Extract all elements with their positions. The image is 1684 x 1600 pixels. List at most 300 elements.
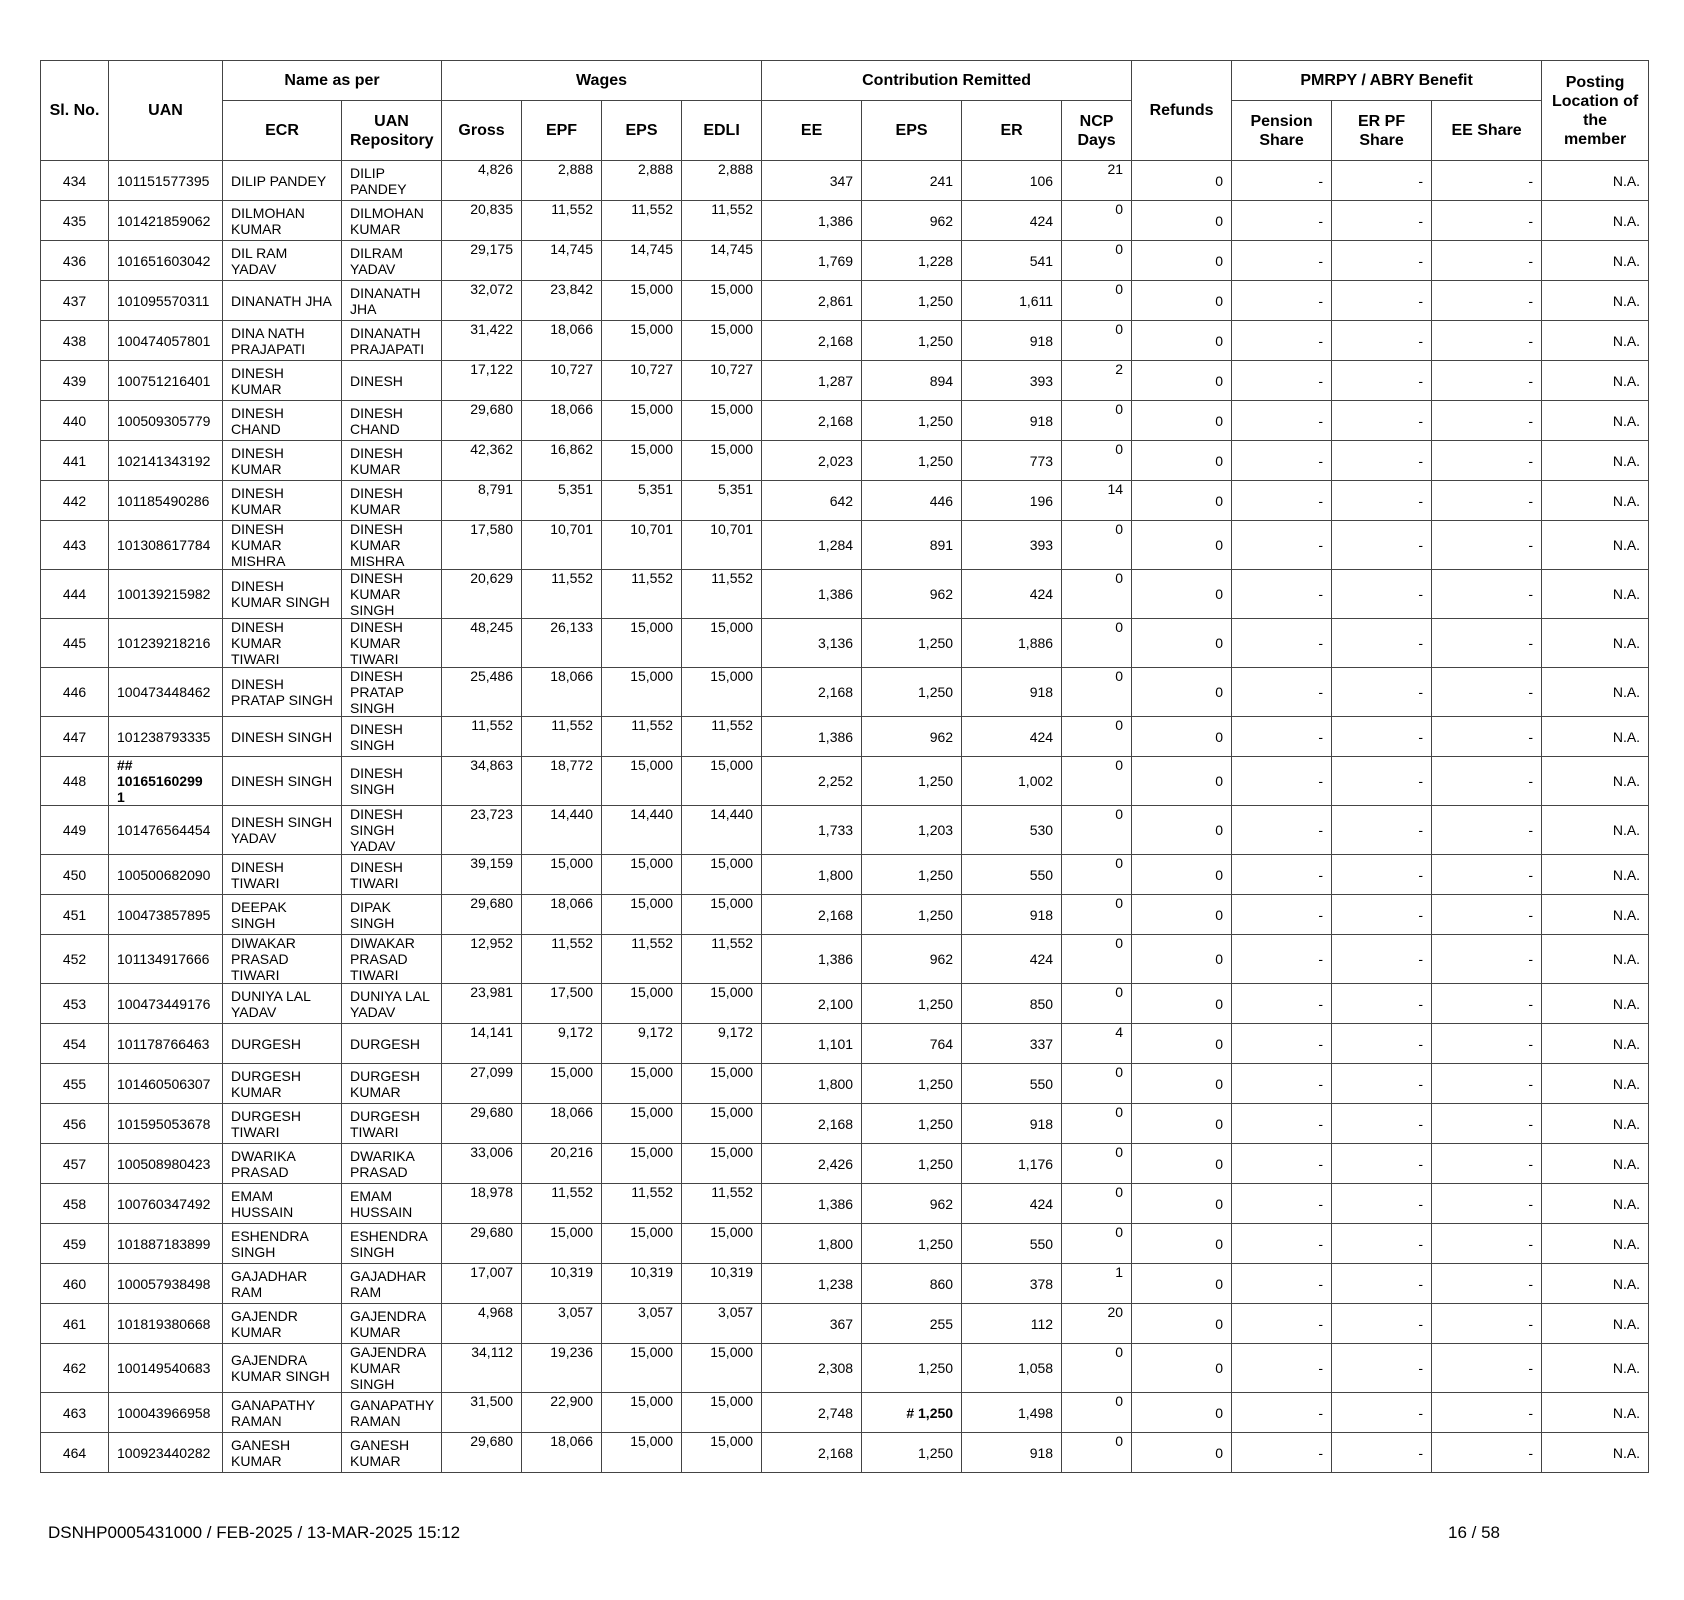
- cell-pension-share: -: [1232, 806, 1332, 855]
- ecr-contribution-table: [40, 60, 1649, 1473]
- cell-pension-share: -: [1232, 481, 1332, 521]
- cell-refunds: 0: [1132, 1024, 1232, 1064]
- cell-posting-location: N.A.: [1542, 321, 1649, 361]
- cell-ee: 2,168: [762, 1104, 862, 1144]
- cell-uan: 100473448462: [109, 668, 223, 717]
- cell-name-uan-repository: DINESH PRATAP SINGH: [342, 668, 442, 717]
- table-row: [41, 1433, 1649, 1473]
- cell-er-pf-share: -: [1332, 570, 1432, 619]
- cell-name-uan-repository: DURGESH: [342, 1024, 442, 1064]
- cell-posting-location: N.A.: [1542, 1224, 1649, 1264]
- cell-gross: 29,175: [442, 241, 522, 281]
- cell-eps: 15,000: [602, 1104, 682, 1144]
- cell-edli: 10,727: [682, 361, 762, 401]
- cell-posting-location: N.A.: [1542, 481, 1649, 521]
- cell-name-ecr: DINA NATH PRAJAPATI: [223, 321, 342, 361]
- cell-epf: 17,500: [522, 984, 602, 1024]
- cell-epf: 19,236: [522, 1344, 602, 1393]
- cell-posting-location: N.A.: [1542, 1064, 1649, 1104]
- cell-ee: 2,100: [762, 984, 862, 1024]
- table-row: [41, 619, 1649, 668]
- cell-gross: 31,500: [442, 1393, 522, 1433]
- table-row: [41, 895, 1649, 935]
- cell-er-pf-share: -: [1332, 201, 1432, 241]
- cell-epf: 10,727: [522, 361, 602, 401]
- cell-gross: 29,680: [442, 895, 522, 935]
- cell-er-pf-share: -: [1332, 1344, 1432, 1393]
- table-row: [41, 1304, 1649, 1344]
- cell-er: 424: [962, 1184, 1062, 1224]
- table-row: [41, 757, 1649, 806]
- cell-name-uan-repository: EMAM HUSSAIN: [342, 1184, 442, 1224]
- cell-edli: 15,000: [682, 1433, 762, 1473]
- cell-refunds: 0: [1132, 570, 1232, 619]
- cell-ee: 2,168: [762, 321, 862, 361]
- cell-gross: 4,826: [442, 161, 522, 201]
- cell-ee-share: -: [1432, 361, 1542, 401]
- cell-posting-location: N.A.: [1542, 855, 1649, 895]
- cell-name-ecr: DINESH KUMAR: [223, 441, 342, 481]
- cell-epf: 15,000: [522, 855, 602, 895]
- table-row: [41, 1224, 1649, 1264]
- cell-ee-share: -: [1432, 241, 1542, 281]
- table-row: [41, 1264, 1649, 1304]
- header-cr-eps: EPS: [862, 101, 962, 161]
- cell-name-ecr: GANESH KUMAR: [223, 1433, 342, 1473]
- cell-ncp-days: 4: [1062, 1024, 1132, 1064]
- cell-er-pf-share: -: [1332, 1264, 1432, 1304]
- cell-ee: 2,023: [762, 441, 862, 481]
- cell-ee-share: -: [1432, 668, 1542, 717]
- cell-name-uan-repository: DUNIYA LAL YADAV: [342, 984, 442, 1024]
- cell-gross: 29,680: [442, 1433, 522, 1473]
- cell-gross: 34,112: [442, 1344, 522, 1393]
- cell-eps: 14,745: [602, 241, 682, 281]
- cell-epf: 3,057: [522, 1304, 602, 1344]
- cell-er-pf-share: -: [1332, 1024, 1432, 1064]
- cell-sl-no: 436: [41, 241, 109, 281]
- cell-uan: 100760347492: [109, 1184, 223, 1224]
- cell-sl-no: 453: [41, 984, 109, 1024]
- cell-name-ecr: DUNIYA LAL YADAV: [223, 984, 342, 1024]
- cell-posting-location: N.A.: [1542, 717, 1649, 757]
- cell-gross: 4,968: [442, 1304, 522, 1344]
- cell-er: 1,002: [962, 757, 1062, 806]
- cell-gross: 31,422: [442, 321, 522, 361]
- cell-uan: 100923440282: [109, 1433, 223, 1473]
- cell-epf: 14,745: [522, 241, 602, 281]
- cell-epf: 11,552: [522, 570, 602, 619]
- cell-sl-no: 447: [41, 717, 109, 757]
- cell-er-pf-share: -: [1332, 1104, 1432, 1144]
- cell-er: 337: [962, 1024, 1062, 1064]
- cell-edli: 15,000: [682, 281, 762, 321]
- cell-cr-eps: 1,250: [862, 401, 962, 441]
- cell-posting-location: N.A.: [1542, 201, 1649, 241]
- cell-posting-location: N.A.: [1542, 1393, 1649, 1433]
- cell-ee-share: -: [1432, 1064, 1542, 1104]
- cell-er-pf-share: -: [1332, 1304, 1432, 1344]
- cell-ncp-days: 0: [1062, 984, 1132, 1024]
- cell-gross: 11,552: [442, 717, 522, 757]
- cell-ee-share: -: [1432, 984, 1542, 1024]
- cell-name-uan-repository: DILRAM YADAV: [342, 241, 442, 281]
- cell-cr-eps: 1,250: [862, 895, 962, 935]
- cell-er: 196: [962, 481, 1062, 521]
- cell-posting-location: N.A.: [1542, 1433, 1649, 1473]
- cell-gross: 12,952: [442, 935, 522, 984]
- cell-cr-eps: 894: [862, 361, 962, 401]
- table-row: [41, 1184, 1649, 1224]
- cell-name-uan-repository: ESHENDRA SINGH: [342, 1224, 442, 1264]
- header-ecr: ECR: [223, 101, 342, 161]
- cell-gross: 8,791: [442, 481, 522, 521]
- cell-ee: 1,101: [762, 1024, 862, 1064]
- cell-posting-location: N.A.: [1542, 1344, 1649, 1393]
- cell-name-uan-repository: DILIP PANDEY: [342, 161, 442, 201]
- cell-refunds: 0: [1132, 401, 1232, 441]
- header-gross: Gross: [442, 101, 522, 161]
- table-row: [41, 1344, 1649, 1393]
- cell-gross: 48,245: [442, 619, 522, 668]
- cell-ee: 1,287: [762, 361, 862, 401]
- cell-sl-no: 441: [41, 441, 109, 481]
- cell-posting-location: N.A.: [1542, 570, 1649, 619]
- cell-er-pf-share: -: [1332, 281, 1432, 321]
- cell-pension-share: -: [1232, 1433, 1332, 1473]
- cell-name-uan-repository: DINESH CHAND: [342, 401, 442, 441]
- cell-edli: 15,000: [682, 1224, 762, 1264]
- cell-epf: 14,440: [522, 806, 602, 855]
- cell-cr-eps: 860: [862, 1264, 962, 1304]
- cell-epf: 18,066: [522, 895, 602, 935]
- cell-posting-location: N.A.: [1542, 281, 1649, 321]
- header-eps: EPS: [602, 101, 682, 161]
- cell-pension-share: -: [1232, 668, 1332, 717]
- cell-sl-no: 439: [41, 361, 109, 401]
- cell-ee: 367: [762, 1304, 862, 1344]
- cell-eps: 11,552: [602, 717, 682, 757]
- cell-name-ecr: GAJENDRA KUMAR SINGH: [223, 1344, 342, 1393]
- cell-gross: 32,072: [442, 281, 522, 321]
- cell-er-pf-share: -: [1332, 1064, 1432, 1104]
- cell-gross: 25,486: [442, 668, 522, 717]
- cell-ncp-days: 0: [1062, 570, 1132, 619]
- table-row: [41, 717, 1649, 757]
- cell-eps: 15,000: [602, 1144, 682, 1184]
- cell-cr-eps: 891: [862, 521, 962, 570]
- table-row: [41, 855, 1649, 895]
- table-row: [41, 201, 1649, 241]
- cell-er-pf-share: -: [1332, 321, 1432, 361]
- cell-eps: 15,000: [602, 1393, 682, 1433]
- cell-ncp-days: 0: [1062, 1184, 1132, 1224]
- cell-ncp-days: 2: [1062, 361, 1132, 401]
- cell-edli: 10,701: [682, 521, 762, 570]
- header-uan-repository: UAN Repository: [342, 101, 442, 161]
- cell-ee: 1,800: [762, 855, 862, 895]
- cell-name-ecr: DINESH KUMAR: [223, 481, 342, 521]
- cell-name-ecr: DILMOHAN KUMAR: [223, 201, 342, 241]
- cell-gross: 29,680: [442, 1104, 522, 1144]
- cell-name-ecr: DEEPAK SINGH: [223, 895, 342, 935]
- cell-name-uan-repository: GAJENDRA KUMAR: [342, 1304, 442, 1344]
- cell-eps: 5,351: [602, 481, 682, 521]
- cell-name-ecr: DINESH SINGH YADAV: [223, 806, 342, 855]
- cell-refunds: 0: [1132, 1393, 1232, 1433]
- cell-ncp-days: 20: [1062, 1304, 1132, 1344]
- cell-eps: 15,000: [602, 895, 682, 935]
- cell-name-uan-repository: DILMOHAN KUMAR: [342, 201, 442, 241]
- cell-name-uan-repository: GAJENDRA KUMAR SINGH: [342, 1344, 442, 1393]
- cell-eps: 15,000: [602, 855, 682, 895]
- cell-posting-location: N.A.: [1542, 1024, 1649, 1064]
- cell-eps: 15,000: [602, 281, 682, 321]
- cell-uan: 101476564454: [109, 806, 223, 855]
- footer-report-id: DSNHP0005431000 / FEB-2025 / 13-MAR-2025 15:12: [48, 1523, 461, 1542]
- cell-er: 1,886: [962, 619, 1062, 668]
- cell-name-uan-repository: GANESH KUMAR: [342, 1433, 442, 1473]
- cell-sl-no: 464: [41, 1433, 109, 1473]
- cell-gross: 23,723: [442, 806, 522, 855]
- cell-name-ecr: DINESH PRATAP SINGH: [223, 668, 342, 717]
- cell-epf: 22,900: [522, 1393, 602, 1433]
- cell-ee-share: -: [1432, 619, 1542, 668]
- cell-name-uan-repository: DINESH KUMAR TIWARI: [342, 619, 442, 668]
- cell-pension-share: -: [1232, 321, 1332, 361]
- cell-sl-no: 437: [41, 281, 109, 321]
- cell-er: 918: [962, 1433, 1062, 1473]
- cell-refunds: 0: [1132, 1264, 1232, 1304]
- cell-name-uan-repository: DIPAK SINGH: [342, 895, 442, 935]
- cell-ee-share: -: [1432, 935, 1542, 984]
- cell-er: 393: [962, 521, 1062, 570]
- table-row: [41, 668, 1649, 717]
- cell-epf: 9,172: [522, 1024, 602, 1064]
- cell-ee-share: -: [1432, 1184, 1542, 1224]
- cell-edli: 3,057: [682, 1304, 762, 1344]
- cell-ncp-days: 0: [1062, 1433, 1132, 1473]
- cell-gross: 17,580: [442, 521, 522, 570]
- cell-cr-eps: 1,250: [862, 1144, 962, 1184]
- cell-uan: 100473857895: [109, 895, 223, 935]
- cell-epf: 2,888: [522, 161, 602, 201]
- cell-sl-no: 434: [41, 161, 109, 201]
- table-row: [41, 361, 1649, 401]
- cell-epf: 10,701: [522, 521, 602, 570]
- cell-uan: 101185490286: [109, 481, 223, 521]
- cell-eps: 15,000: [602, 757, 682, 806]
- cell-posting-location: N.A.: [1542, 619, 1649, 668]
- cell-ee: 2,168: [762, 895, 862, 935]
- cell-name-uan-repository: DINESH KUMAR SINGH: [342, 570, 442, 619]
- cell-eps: 10,319: [602, 1264, 682, 1304]
- cell-name-ecr: DINESH KUMAR MISHRA: [223, 521, 342, 570]
- cell-er: 1,058: [962, 1344, 1062, 1393]
- cell-ee-share: -: [1432, 1264, 1542, 1304]
- cell-ee-share: -: [1432, 401, 1542, 441]
- header-name-as-per: Name as per: [223, 61, 442, 101]
- cell-epf: 18,066: [522, 1433, 602, 1473]
- cell-pension-share: -: [1232, 757, 1332, 806]
- cell-er-pf-share: -: [1332, 717, 1432, 757]
- cell-refunds: 0: [1132, 895, 1232, 935]
- cell-refunds: 0: [1132, 281, 1232, 321]
- cell-refunds: 0: [1132, 161, 1232, 201]
- cell-pension-share: -: [1232, 1264, 1332, 1304]
- cell-pension-share: -: [1232, 521, 1332, 570]
- cell-eps: 3,057: [602, 1304, 682, 1344]
- cell-refunds: 0: [1132, 668, 1232, 717]
- cell-edli: 9,172: [682, 1024, 762, 1064]
- cell-er-pf-share: -: [1332, 361, 1432, 401]
- cell-er-pf-share: -: [1332, 984, 1432, 1024]
- cell-ee: 1,800: [762, 1064, 862, 1104]
- cell-uan: 102141343192: [109, 441, 223, 481]
- cell-sl-no: 446: [41, 668, 109, 717]
- cell-ncp-days: 0: [1062, 1144, 1132, 1184]
- cell-epf: 20,216: [522, 1144, 602, 1184]
- cell-pension-share: -: [1232, 1344, 1332, 1393]
- cell-posting-location: N.A.: [1542, 1184, 1649, 1224]
- cell-ncp-days: 0: [1062, 521, 1132, 570]
- cell-gross: 20,629: [442, 570, 522, 619]
- cell-eps: 2,888: [602, 161, 682, 201]
- header-ee-share: EE Share: [1432, 101, 1542, 161]
- cell-refunds: 0: [1132, 321, 1232, 361]
- cell-edli: 15,000: [682, 895, 762, 935]
- cell-refunds: 0: [1132, 241, 1232, 281]
- cell-epf: 11,552: [522, 935, 602, 984]
- cell-ncp-days: 0: [1062, 717, 1132, 757]
- cell-er: 424: [962, 201, 1062, 241]
- cell-pension-share: -: [1232, 1024, 1332, 1064]
- cell-cr-eps: 1,250: [862, 855, 962, 895]
- table-row: [41, 984, 1649, 1024]
- cell-uan: 100474057801: [109, 321, 223, 361]
- cell-ee: 1,800: [762, 1224, 862, 1264]
- cell-gross: 23,981: [442, 984, 522, 1024]
- cell-pension-share: -: [1232, 1304, 1332, 1344]
- cell-ncp-days: 0: [1062, 757, 1132, 806]
- cell-uan: 101134917666: [109, 935, 223, 984]
- cell-pension-share: -: [1232, 361, 1332, 401]
- table-row: [41, 806, 1649, 855]
- cell-epf: 23,842: [522, 281, 602, 321]
- cell-pension-share: -: [1232, 935, 1332, 984]
- cell-ee-share: -: [1432, 161, 1542, 201]
- cell-uan: 101239218216: [109, 619, 223, 668]
- cell-ncp-days: 0: [1062, 201, 1132, 241]
- cell-ee: 2,308: [762, 1344, 862, 1393]
- cell-ee-share: -: [1432, 895, 1542, 935]
- cell-cr-eps: 1,203: [862, 806, 962, 855]
- cell-er-pf-share: -: [1332, 668, 1432, 717]
- cell-gross: 42,362: [442, 441, 522, 481]
- cell-gross: 29,680: [442, 401, 522, 441]
- cell-edli: 11,552: [682, 717, 762, 757]
- cell-ncp-days: 0: [1062, 1224, 1132, 1264]
- cell-er-pf-share: -: [1332, 441, 1432, 481]
- cell-ncp-days: 0: [1062, 935, 1132, 984]
- cell-eps: 11,552: [602, 570, 682, 619]
- cell-uan: 101460506307: [109, 1064, 223, 1104]
- cell-er: 550: [962, 1064, 1062, 1104]
- cell-sl-no: 440: [41, 401, 109, 441]
- cell-sl-no: 459: [41, 1224, 109, 1264]
- cell-pension-share: -: [1232, 161, 1332, 201]
- cell-sl-no: 454: [41, 1024, 109, 1064]
- cell-pension-share: -: [1232, 570, 1332, 619]
- cell-posting-location: N.A.: [1542, 361, 1649, 401]
- cell-sl-no: 461: [41, 1304, 109, 1344]
- cell-posting-location: N.A.: [1542, 806, 1649, 855]
- cell-ncp-days: 0: [1062, 241, 1132, 281]
- cell-er: 918: [962, 1104, 1062, 1144]
- cell-edli: 15,000: [682, 757, 762, 806]
- cell-cr-eps: 962: [862, 1184, 962, 1224]
- cell-ncp-days: 0: [1062, 895, 1132, 935]
- cell-name-ecr: DINESH KUMAR TIWARI: [223, 619, 342, 668]
- cell-cr-eps: 1,250: [862, 619, 962, 668]
- cell-pension-share: -: [1232, 984, 1332, 1024]
- cell-ee-share: -: [1432, 1393, 1542, 1433]
- cell-posting-location: N.A.: [1542, 401, 1649, 441]
- cell-name-ecr: DIL RAM YADAV: [223, 241, 342, 281]
- cell-uan: 101595053678: [109, 1104, 223, 1144]
- cell-eps: 11,552: [602, 935, 682, 984]
- cell-uan: ## 10165160299 1: [109, 757, 223, 806]
- cell-edli: 5,351: [682, 481, 762, 521]
- cell-ee: 2,168: [762, 668, 862, 717]
- cell-ee: 1,386: [762, 1184, 862, 1224]
- cell-ee-share: -: [1432, 1144, 1542, 1184]
- cell-epf: 18,066: [522, 668, 602, 717]
- cell-eps: 15,000: [602, 1344, 682, 1393]
- cell-refunds: 0: [1132, 481, 1232, 521]
- cell-edli: 14,440: [682, 806, 762, 855]
- cell-er-pf-share: -: [1332, 521, 1432, 570]
- cell-eps: 15,000: [602, 321, 682, 361]
- cell-edli: 15,000: [682, 1144, 762, 1184]
- cell-uan: 101819380668: [109, 1304, 223, 1344]
- cell-edli: 15,000: [682, 401, 762, 441]
- cell-epf: 18,066: [522, 1104, 602, 1144]
- cell-name-ecr: GANAPATHY RAMAN: [223, 1393, 342, 1433]
- cell-er: 1,498: [962, 1393, 1062, 1433]
- cell-refunds: 0: [1132, 1064, 1232, 1104]
- cell-ncp-days: 0: [1062, 1393, 1132, 1433]
- cell-ee: 1,733: [762, 806, 862, 855]
- cell-eps: 15,000: [602, 401, 682, 441]
- cell-pension-share: -: [1232, 855, 1332, 895]
- cell-edli: 15,000: [682, 668, 762, 717]
- cell-name-ecr: GAJENDR KUMAR: [223, 1304, 342, 1344]
- cell-uan: 100509305779: [109, 401, 223, 441]
- cell-name-uan-repository: DINESH KUMAR MISHRA: [342, 521, 442, 570]
- table-row: [41, 935, 1649, 984]
- cell-edli: 15,000: [682, 984, 762, 1024]
- cell-refunds: 0: [1132, 441, 1232, 481]
- cell-ncp-days: 0: [1062, 668, 1132, 717]
- header-pmrpy-abry: PMRPY / ABRY Benefit: [1232, 61, 1542, 101]
- cell-er: 918: [962, 321, 1062, 361]
- cell-er: 773: [962, 441, 1062, 481]
- cell-er-pf-share: -: [1332, 806, 1432, 855]
- cell-refunds: 0: [1132, 806, 1232, 855]
- cell-name-uan-repository: DINANATH JHA: [342, 281, 442, 321]
- cell-pension-share: -: [1232, 717, 1332, 757]
